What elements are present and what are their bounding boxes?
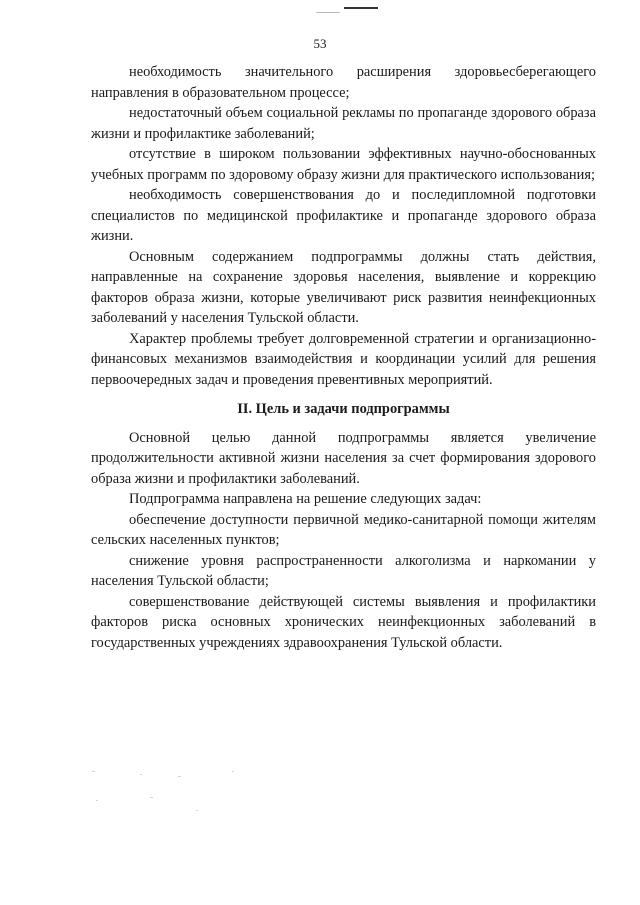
body-paragraph: недостаточный объем социальной рекламы по пропаганде здорового образа жизни и профилактике заболеваний;	[91, 105, 596, 142]
body-paragraph: Основной целью данной подпрограммы является увеличение продолжительности активной жизни населения за счет формирования здорового образа жизни и профилактики заболеваний.	[91, 429, 596, 487]
scan-artifact	[150, 797, 153, 798]
scan-artifact	[178, 776, 181, 777]
body-paragraph: Основным содержанием подпрограммы должны стать действия, направленные на сохранение здоровья населения, выявление и коррекцию факторов образа жизни, которые увеличивают риск развития неинфекционных заболеваний у населения Тульской области.	[91, 248, 596, 326]
document-body	[91, 62, 596, 653]
scan-artifact	[344, 7, 378, 9]
body-paragraph: необходимость совершенствования до и последипломной подготовки специалистов по медицинской профилактике и пропаганде здорового образа жизни.	[91, 187, 596, 244]
scan-artifact	[140, 774, 142, 775]
task-item: обеспечение доступности первичной медико-санитарной помощи жителям сельских населенных пунктов;	[91, 511, 596, 548]
section-heading: II. Цель и задачи подпрограммы	[237, 401, 450, 417]
body-paragraph: Подпрограмма направлена на решение следующих задач:	[129, 491, 482, 507]
body-paragraph: отсутствие в широком пользовании эффективных научно-обоснованных учебных программ по здоровому образу жизни для практического использования;	[91, 146, 596, 183]
scan-artifact	[196, 810, 198, 811]
body-paragraph: Характер проблемы требует долговременной стратегии и организационно-финансовых механизмов взаимодействия и координации усилий для решения первоочередных задач и проведения превентивных мероприятий.	[91, 330, 596, 388]
scan-artifact	[96, 800, 98, 801]
task-item: снижение уровня распространенности алкоголизма и наркомании у населения Тульской области;	[91, 552, 596, 589]
scan-artifact	[232, 771, 234, 772]
scan-artifact	[316, 12, 340, 13]
task-item: совершенствование действующей системы выявления и профилактики факторов риска основных хронических неинфекционных заболеваний в государственных учреждениях здравоохранения Тульской области.	[91, 593, 596, 651]
scan-artifact	[92, 771, 95, 772]
body-paragraph: необходимость значительного расширения здоровьесберегающего направления в образовательном процессе;	[91, 64, 596, 101]
page-number: 53	[313, 36, 327, 51]
